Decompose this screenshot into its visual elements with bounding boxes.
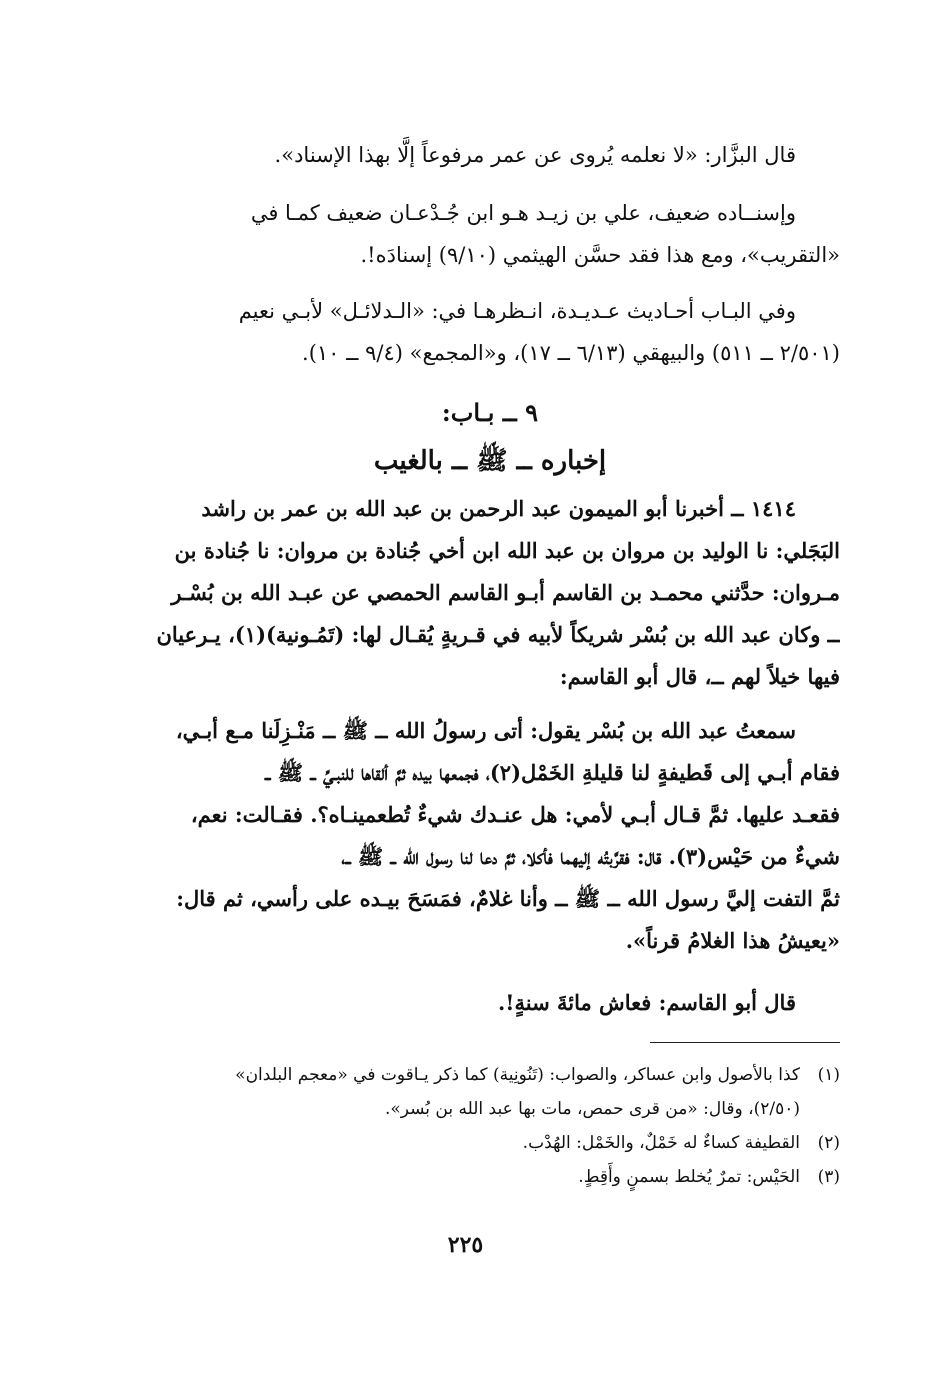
text-line: فيها خيلاً لهم ــ، قال أبو القاسم: [559, 664, 840, 689]
footnote-line [140, 1126, 840, 1160]
text-line: (٢/٥٠١ ــ ٥١١) والبيهقي (٦/١٣ ــ ١٧)، و«المجمع» (٩/٤ ــ ١٠). [302, 341, 840, 365]
text-line: قال أبو القاسم: فعاش مائةَ سنةٍ!. [497, 990, 796, 1015]
footnote-separator [650, 1042, 840, 1043]
footnotes [140, 1058, 840, 1194]
text-line: قال البزَّار: «لا نعلمه يُروى عن عمر مرفوعاً إلَّا بهذا الإسناد». [274, 143, 796, 167]
footnote-number: (٣) [817, 1167, 840, 1187]
hadith-closing [140, 982, 840, 1024]
text-line: البَجَلي: نا الوليد بن مروان بن عبد الله ابن أخي جُنادة بن مروان: نا جُنادة بن [174, 538, 840, 563]
footnote-3 [140, 1160, 840, 1194]
text-line: ــ وكان عبد الله بن بُسْر شريكاً لأبيه في قـريةٍ يُقـال لها: (تَمُـونية)(١)، يـرعيان [156, 622, 840, 647]
text-line: فقام أبـي إلى قَطيفةٍ لنا قليلةِ الخَمْل(٢)، فجمعها بيده ثمَّ ألقاها للنبـيِّ ــ ﷺ ــ [265, 760, 840, 785]
footnote-text: القطيفة كساءٌ له خَمْلٌ، والخَمْل: الهُدْب. [522, 1133, 800, 1153]
footnote-line [140, 1058, 840, 1092]
intro-paragraph-2 [140, 192, 840, 276]
intro-paragraph-3 [140, 290, 840, 374]
text-line: ١٤١٤ ــ أخبرنا أبو الميمون عبد الرحمن بن عبد الله بن عمر بن راشد [201, 496, 796, 521]
chapter-title: إخباره ــ ﷺ ــ بالغيب [373, 446, 607, 476]
text-line: «التقريب»، ومع هذا فقد حسَّن الهيثمي (٩/١٠) إسنادَه!. [360, 243, 840, 267]
footnote-line: (٢/٥٠)، وقال: «من قرى حمص، مات بها عبد الله بن بُسر». [384, 1099, 800, 1119]
text-line: وفي البـاب أحـاديث عـديـدة، انـظرهـا في: «الـدلائـل» لأبـي نعيم [238, 299, 796, 323]
page-number: ٢٢٥ [447, 1232, 484, 1258]
footnote-line [140, 1160, 840, 1194]
footnote-1 [140, 1058, 840, 1126]
text-line: وإسنــاده ضعيف، علي بن زيـد هـو ابن جُـدْعـان ضعيف كمـا في [250, 201, 796, 225]
hadith-matn [140, 710, 840, 962]
footnote-text: الحَيْس: تمرٌ يُخلط بسمنٍ وأَقِطٍ. [578, 1167, 800, 1187]
text-line: «يعيشُ هذا الغلامُ قرناً». [625, 928, 840, 953]
chapter-number: ٩ ــ بـاب: [441, 398, 539, 427]
text-line: مـروان: حدَّثني محمـد بن القاسم أبـو القاسم الحمصي عن عبـد الله بن بُسْـر [171, 580, 840, 605]
text-line: سمعتُ عبد الله بن بُسْر يقول: أتى رسولُ الله ــ ﷺ ــ مَنْـزِلَنا مـع أبـي، [175, 718, 796, 743]
footnote-number: (٢) [817, 1133, 840, 1153]
footnote-number: (١) [817, 1065, 840, 1085]
intro-paragraph-1 [140, 134, 840, 176]
footnote-2 [140, 1126, 840, 1160]
text-line: ثمَّ التفت إليَّ رسول الله ــ ﷺ ــ وأنا غلامٌ، فمَسَحَ بيـده على رأسي، ثم قال: [176, 886, 840, 911]
text-line: فقعـد عليها. ثمَّ قـال أبـي لأمي: هل عنـدك شيءٌ تُطعمينـاه؟. فقـالت: نعم، [190, 802, 840, 827]
footnote-text: كذا بالأصول وابن عساكر، والصواب: (تَنُونِية) كما ذكر يـاقوت في «معجم البلدان» [235, 1065, 800, 1085]
text-line: شيءٌ من حَيْس(٣). قال: فقرَّبتُه إليهما فأكلا، ثمَّ دعا لنا رسول الله ــ ﷺ ــ، [341, 844, 840, 869]
hadith-isnad [140, 488, 840, 698]
